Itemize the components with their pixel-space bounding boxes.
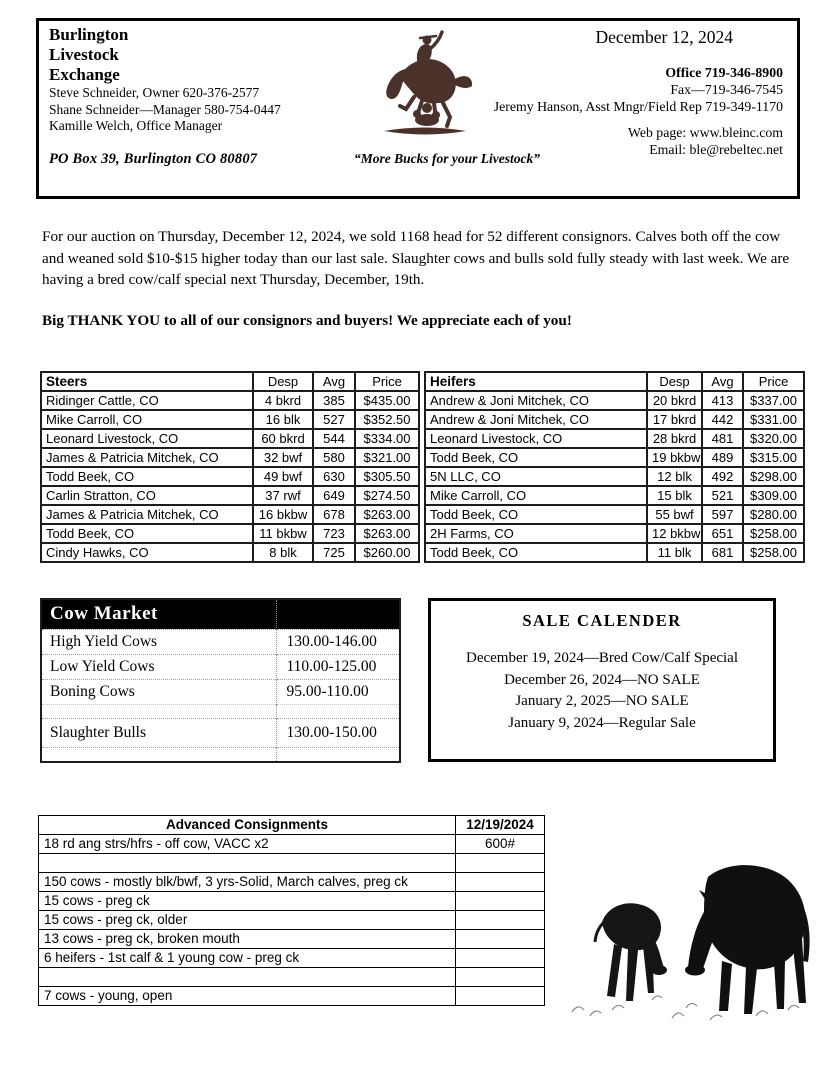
consignor-name: Todd Beek, CO: [425, 543, 647, 562]
market-table-row: [425, 448, 804, 467]
consignment-row: [39, 854, 545, 873]
consignor-name: 5N LLC, CO: [425, 467, 647, 486]
price-cell: $258.00: [743, 543, 804, 562]
bucking-horse-logo-icon: [369, 29, 481, 141]
description-cell: 20 bkrd: [647, 391, 702, 410]
market-table-row: [41, 410, 419, 429]
sale-calendar-box: [428, 598, 776, 762]
market-table-row: [425, 429, 804, 448]
price-cell: $435.00: [355, 391, 419, 410]
consignment-description: 150 cows - mostly blk/bwf, 3 yrs-Solid, March calves, preg ck: [39, 873, 456, 892]
sale-calendar-entry: December 26, 2024—NO SALE: [504, 671, 700, 688]
consignment-description: 15 cows - preg ck: [39, 892, 456, 911]
company-name-block: [49, 25, 281, 135]
market-table-row: [425, 543, 804, 562]
price-cell: $260.00: [355, 543, 419, 562]
consignment-row: [39, 968, 545, 987]
consignment-row: [39, 873, 545, 892]
consignor-name: Andrew & Joni Mitchek, CO: [425, 410, 647, 429]
price-cell: $305.50: [355, 467, 419, 486]
price-cell: $337.00: [743, 391, 804, 410]
price-cell: $274.50: [355, 486, 419, 505]
consignment-description: [39, 968, 456, 987]
description-cell: 16 blk: [253, 410, 313, 429]
consignment-description: [39, 854, 456, 873]
consignment-description: 18 rd ang strs/hfrs - off cow, VACC x2: [39, 835, 456, 854]
consignment-description: 6 heifers - 1st calf & 1 young cow - preg ck: [39, 949, 456, 968]
market-table-row: [425, 410, 804, 429]
description-cell: 32 bwf: [253, 448, 313, 467]
owner-contact: Steve Schneider, Owner 620-376-2577: [49, 85, 260, 100]
price-cell: $320.00: [743, 429, 804, 448]
consignment-row: [39, 930, 545, 949]
cow-class-label: Slaughter Bulls: [41, 719, 276, 748]
cow-class-label: Low Yield Cows: [41, 654, 276, 679]
manager-contact: Shane Schneider—Manager 580-754-0447: [49, 101, 281, 117]
price-cell: $280.00: [743, 505, 804, 524]
description-cell: 16 bkbw: [253, 505, 313, 524]
sale-calendar-entries: [431, 648, 773, 734]
price-range: 130.00-146.00: [276, 629, 400, 654]
consignor-name: Todd Beek, CO: [425, 448, 647, 467]
cow-class-label: [41, 748, 276, 762]
price-cell: $321.00: [355, 448, 419, 467]
report-date: December 12, 2024: [595, 27, 733, 47]
price-cell: $263.00: [355, 505, 419, 524]
company-slogan: “More Bucks for your Livestock”: [354, 151, 540, 166]
consignments-body: [39, 835, 545, 1006]
letterhead-box: [36, 18, 800, 199]
consignment-weight: [456, 949, 545, 968]
description-cell: 28 bkrd: [647, 429, 702, 448]
consignment-weight: [456, 968, 545, 987]
consignments-date-header: 12/19/2024: [456, 816, 545, 835]
price-cell: $334.00: [355, 429, 419, 448]
header-contact-block: [494, 25, 783, 158]
cow-market-row: [41, 719, 400, 748]
description-cell: 11 blk: [647, 543, 702, 562]
consignment-description: 15 cows - preg ck, older: [39, 911, 456, 930]
cow-market-title-spacer: [276, 599, 400, 629]
consignment-row: [39, 987, 545, 1006]
avg-weight-cell: 413: [702, 391, 743, 410]
market-table-row: [425, 524, 804, 543]
description-cell: 12 bkbw: [647, 524, 702, 543]
price-cell: $298.00: [743, 467, 804, 486]
market-table-row: [41, 467, 419, 486]
description-cell: 8 blk: [253, 543, 313, 562]
avg-weight-cell: 651: [702, 524, 743, 543]
avg-weight-cell: 544: [313, 429, 355, 448]
steers-table: [40, 371, 420, 563]
market-table-row: [41, 543, 419, 562]
market-table-row: [41, 486, 419, 505]
market-table-row: [425, 467, 804, 486]
cow-market-row: [41, 748, 400, 762]
price-range: 110.00-125.00: [276, 654, 400, 679]
heifers-title: Heifers: [425, 372, 647, 391]
consignment-row: [39, 911, 545, 930]
steers-header-row: [41, 372, 419, 391]
price-range: [276, 748, 400, 762]
consignor-name: Ridinger Cattle, CO: [41, 391, 253, 410]
consignment-weight: [456, 911, 545, 930]
consignment-weight: 600#: [456, 835, 545, 854]
price-cell: $263.00: [355, 524, 419, 543]
heifers-header-row: [425, 372, 804, 391]
cow-market-row: [41, 629, 400, 654]
fax-number: Fax—719-346-7545: [670, 82, 783, 97]
avg-weight-cell: 521: [702, 486, 743, 505]
steers-title: Steers: [41, 372, 253, 391]
cow-market-table: [40, 598, 401, 763]
office-phone: Office 719-346-8900: [665, 65, 783, 80]
avg-weight-cell: 442: [702, 410, 743, 429]
avg-weight-cell: 492: [702, 467, 743, 486]
cow-market-body: [41, 629, 400, 762]
description-cell: 15 blk: [647, 486, 702, 505]
description-cell: 12 blk: [647, 467, 702, 486]
email-address: Email: ble@rebeltec.net: [649, 142, 783, 157]
avg-weight-cell: 580: [313, 448, 355, 467]
avg-weight-cell: 678: [313, 505, 355, 524]
asst-manager-contact: Jeremy Hanson, Asst Mngr/Field Rep 719-349-1170: [493, 99, 783, 114]
cow-market-row: [41, 679, 400, 704]
avg-weight-cell: 723: [313, 524, 355, 543]
avg-weight-cell: 649: [313, 486, 355, 505]
market-table-row: [425, 505, 804, 524]
consignment-weight: [456, 854, 545, 873]
consignment-row: [39, 949, 545, 968]
avg-weight-cell: 527: [313, 410, 355, 429]
steers-column-avg: Avg: [313, 372, 355, 391]
price-cell: $258.00: [743, 524, 804, 543]
cow-class-label: Boning Cows: [41, 679, 276, 704]
steers-body: [41, 391, 419, 562]
consignment-weight: [456, 873, 545, 892]
po-box-address: PO Box 39, Burlington CO 80807: [49, 151, 258, 167]
market-table-row: [425, 486, 804, 505]
avg-weight-cell: 681: [702, 543, 743, 562]
description-cell: 4 bkrd: [253, 391, 313, 410]
consignor-name: James & Patricia Mitchek, CO: [41, 448, 253, 467]
cow-market-row: [41, 705, 400, 719]
heifers-body: [425, 391, 804, 562]
description-cell: 19 bkbw: [647, 448, 702, 467]
auction-summary-paragraph: For our auction on Thursday, December 12, 2024, we sold 1168 head for 52 different consignors. Calves both off the cow and weaned sold $10-$15 higher today than our last sale. Slaughter cows and bulls sold fully steady with last week. We are having a bred cow/calf special next Thursday, December, 19th.: [42, 228, 790, 288]
market-table-row: [41, 391, 419, 410]
consignment-row: [39, 892, 545, 911]
description-cell: 55 bwf: [647, 505, 702, 524]
company-name-line: Exchange: [49, 65, 120, 84]
description-cell: 49 bwf: [253, 467, 313, 486]
cow-market-row: [41, 654, 400, 679]
description-cell: 37 rwf: [253, 486, 313, 505]
description-cell: 11 bkbw: [253, 524, 313, 543]
consignments-header-row: [39, 816, 545, 835]
sale-calendar-entry: January 9, 2024—Regular Sale: [508, 714, 696, 731]
office-manager-contact: Kamille Welch, Office Manager: [49, 118, 223, 133]
consignments-title: Advanced Consignments: [39, 816, 456, 835]
avg-weight-cell: 489: [702, 448, 743, 467]
description-cell: 17 bkrd: [647, 410, 702, 429]
consignor-name: 2H Farms, CO: [425, 524, 647, 543]
consignment-weight: [456, 987, 545, 1006]
grazing-cattle-image: [560, 850, 822, 1028]
steers-column-desp: Desp: [253, 372, 313, 391]
consignor-name: Mike Carroll, CO: [41, 410, 253, 429]
description-cell: 60 bkrd: [253, 429, 313, 448]
consignment-weight: [456, 930, 545, 949]
sale-calendar-entry: December 19, 2024—Bred Cow/Calf Special: [465, 650, 738, 666]
price-cell: $331.00: [743, 410, 804, 429]
consignor-name: Todd Beek, CO: [41, 467, 253, 486]
consignment-description: 13 cows - preg ck, broken mouth: [39, 930, 456, 949]
sale-calendar-title: SALE CALENDER: [522, 611, 682, 630]
price-cell: $315.00: [743, 448, 804, 467]
steers-column-price: Price: [355, 372, 419, 391]
consignor-name: Leonard Livestock, CO: [425, 429, 647, 448]
consignor-name: Todd Beek, CO: [425, 505, 647, 524]
cow-market-title: Cow Market: [41, 599, 276, 629]
consignor-name: James & Patricia Mitchek, CO: [41, 505, 253, 524]
consignment-weight: [456, 892, 545, 911]
sale-calendar-entry: January 2, 2025—NO SALE: [515, 693, 689, 709]
web-page: Web page: www.bleinc.com: [627, 125, 783, 140]
web-contact-block: [494, 124, 783, 158]
market-table-row: [41, 505, 419, 524]
consignment-row: [39, 835, 545, 854]
market-table-row: [41, 448, 419, 467]
avg-weight-cell: 597: [702, 505, 743, 524]
price-range: 95.00-110.00: [276, 679, 400, 704]
avg-weight-cell: 481: [702, 429, 743, 448]
heifers-column-avg: Avg: [702, 372, 743, 391]
thank-you-line: Big THANK YOU to all of our consignors and buyers! We appreciate each of you!: [42, 312, 572, 329]
market-table-row: [425, 391, 804, 410]
price-cell: $352.50: [355, 410, 419, 429]
consignor-name: Cindy Hawks, CO: [41, 543, 253, 562]
avg-weight-cell: 385: [313, 391, 355, 410]
consignment-description: 7 cows - young, open: [39, 987, 456, 1006]
price-range: 130.00-150.00: [276, 719, 400, 748]
consignor-name: Mike Carroll, CO: [425, 486, 647, 505]
avg-weight-cell: 630: [313, 467, 355, 486]
market-table-row: [41, 429, 419, 448]
consignor-name: Andrew & Joni Mitchek, CO: [425, 391, 647, 410]
market-table-row: [41, 524, 419, 543]
company-name-line: Burlington: [49, 25, 129, 44]
cow-market-header-row: [41, 599, 400, 629]
avg-weight-cell: 725: [313, 543, 355, 562]
heifers-table: [424, 371, 805, 563]
heifers-column-price: Price: [743, 372, 804, 391]
price-range: [276, 705, 400, 719]
cow-class-label: High Yield Cows: [41, 629, 276, 654]
consignor-name: Todd Beek, CO: [41, 524, 253, 543]
consignor-name: Carlin Stratton, CO: [41, 486, 253, 505]
company-name-line: Livestock: [49, 45, 119, 64]
heifers-column-desp: Desp: [647, 372, 702, 391]
advanced-consignments-table: [38, 815, 545, 1006]
consignor-name: Leonard Livestock, CO: [41, 429, 253, 448]
cow-class-label: [41, 705, 276, 719]
price-cell: $309.00: [743, 486, 804, 505]
